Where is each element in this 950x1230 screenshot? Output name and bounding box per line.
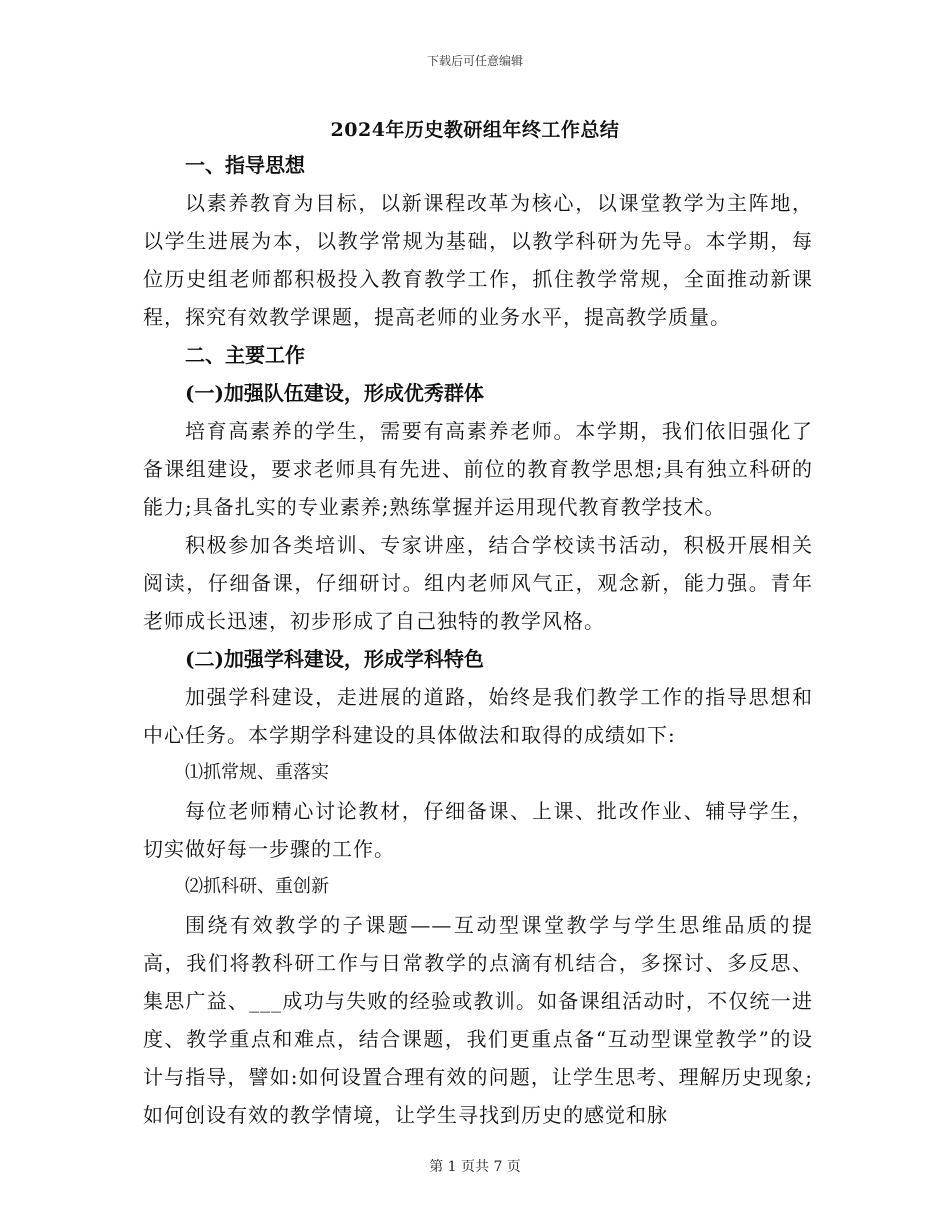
paragraph: 以素养教育为目标，以新课程改革为核心，以课堂教学为主阵地，以学生进展为本，以教学常规为基础，以教学科研为先导。本学期，每位历史组老师都积极投入教育教学工作，抓住教学常规，全面推动新课程，探究有效教学课题，提高老师的业务水平，提高教学质量。 bbox=[143, 191, 813, 329]
list-item-label: ⑵抓科研、重创新 bbox=[185, 876, 329, 897]
paragraph: 培育高素养的学生，需要有高素养老师。本学期，我们依旧强化了备课组建设，要求老师具有先进、前位的教育教学思想;具有独立科研的能力;具备扎实的专业素养;熟练掌握并运用现代教育教学技术。 bbox=[143, 419, 813, 519]
paragraph: 每位老师精心讨论教材，仔细备课、上课、批改作业、辅导学生，切实做好每一步骤的工作。 bbox=[143, 799, 813, 861]
subsection-heading-discipline-building: (二)加强学科建设，形成学科特色 bbox=[185, 647, 484, 671]
subsection-heading-team-building: (一)加强队伍建设，形成优秀群体 bbox=[185, 381, 484, 405]
page-footer: 第 1 页共 7 页 bbox=[429, 1159, 521, 1175]
paragraph: 围绕有效教学的子课题——互动型课堂教学与学生思维品质的提高，我们将教科研工作与日常教学的点滴有机结合，多探讨、多反思、集思广益、___成功与失败的经验或教训。如备课组活动时，不仅统一进度、教学重点和难点，结合课题，我们更重点备“互动型课堂教学”的设计与指导，譬如:如何设置合理有效的问题，让学生思考、理解历史现象;如何创设有效的教学情境，让学生寻找到历史的感觉和脉 bbox=[143, 913, 813, 1127]
section-heading-guiding-ideology: 一、指导思想 bbox=[185, 153, 305, 177]
list-item-label: ⑴抓常规、重落实 bbox=[185, 762, 329, 783]
header-note: 下载后可任意编辑 bbox=[426, 54, 523, 68]
document-body bbox=[143, 146, 813, 1134]
section-heading-main-work: 二、主要工作 bbox=[185, 343, 305, 367]
document-title: 2024年历史教研组年终工作总结 bbox=[330, 119, 620, 141]
paragraph: 加强学科建设，走进展的道路，始终是我们教学工作的指导思想和中心任务。本学期学科建设的具体做法和取得的成绩如下: bbox=[143, 685, 813, 747]
paragraph: 积极参加各类培训、专家讲座，结合学校读书活动，积极开展相关阅读，仔细备课，仔细研讨。组内老师风气正，观念新，能力强。青年老师成长迅速，初步形成了自己独特的教学风格。 bbox=[143, 533, 813, 633]
